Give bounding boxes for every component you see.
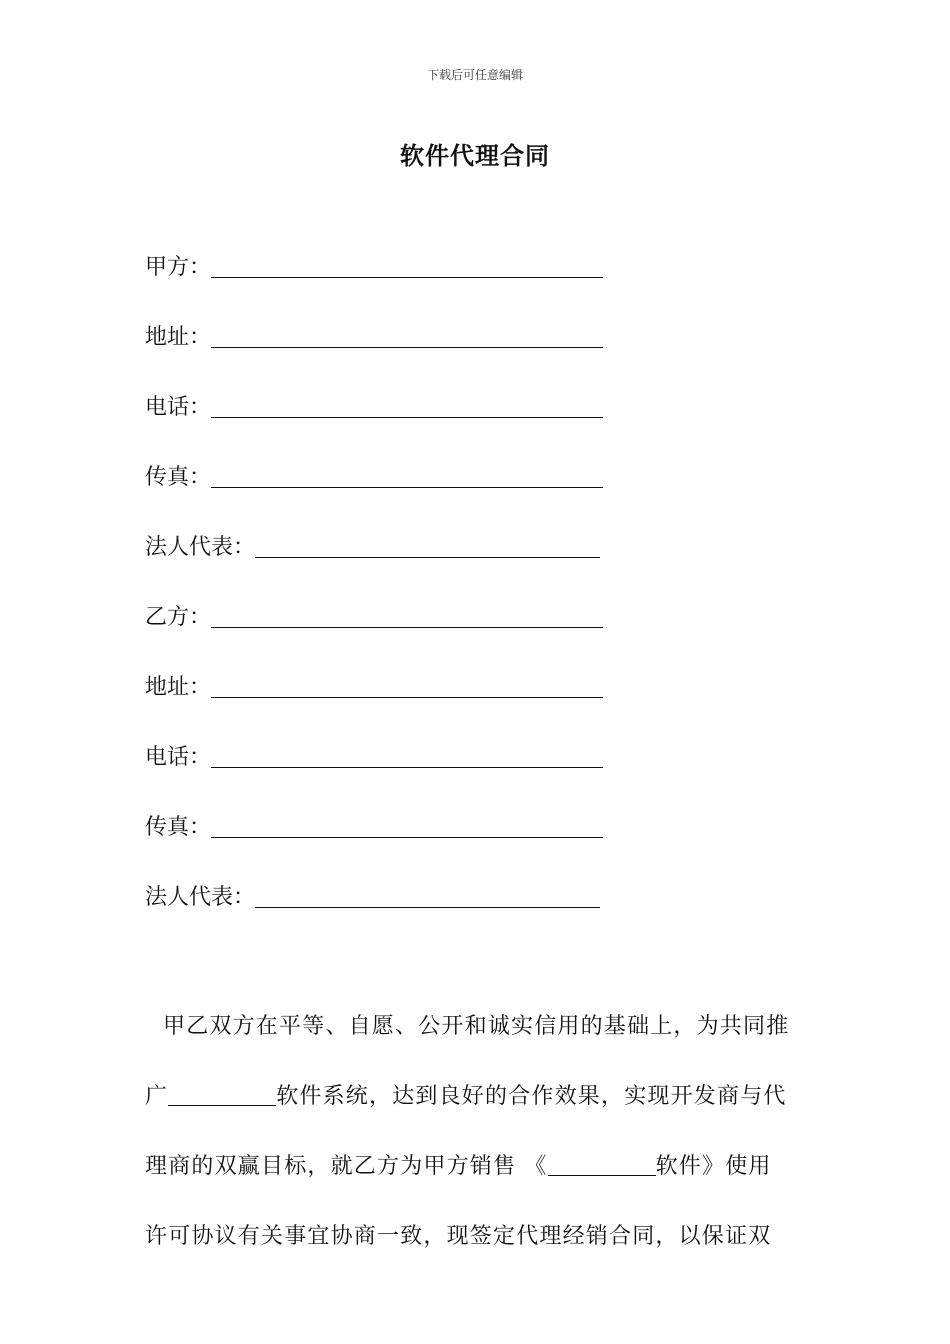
party-b-address-label: 地址： — [145, 675, 212, 700]
party-a-fax-blank[interactable] — [211, 461, 603, 488]
intro-line-4: 许可协议有关事宜协商一致，现签定代理经销合同，以保证双 — [145, 1224, 772, 1249]
document-title: 软件代理合同 — [400, 142, 550, 170]
software-name-blank[interactable] — [168, 1083, 276, 1106]
party-b-address-row — [145, 668, 615, 703]
party-a-address-blank[interactable] — [211, 321, 603, 348]
party-b-blank[interactable] — [211, 601, 603, 628]
party-b-phone-row — [145, 738, 615, 773]
intro-line-3 — [145, 1132, 807, 1202]
intro-line-3-end: 软件》使用 — [655, 1154, 772, 1179]
party-b-fax-blank[interactable] — [211, 811, 603, 838]
party-a-blank[interactable] — [211, 251, 603, 278]
party-a-phone-row — [145, 388, 615, 423]
intro-line-2-end: 软件系统，达到良好的合作效果，实现开发商与代 — [276, 1084, 787, 1109]
party-a-phone-blank[interactable] — [211, 391, 603, 418]
party-a-legal-rep-row — [145, 528, 615, 563]
party-b-fax-label: 传真： — [145, 815, 212, 840]
party-a-fax-row — [145, 458, 615, 493]
party-a-row — [145, 248, 615, 283]
intro-line-2-start: 广 — [145, 1084, 169, 1109]
party-a-fax-label: 传真： — [145, 465, 212, 490]
party-info-fields — [145, 248, 615, 948]
party-b-legal-rep-row — [145, 878, 615, 913]
party-b-legal-rep-label: 法人代表： — [145, 885, 256, 910]
party-a-legal-rep-blank[interactable] — [255, 531, 600, 558]
party-b-row — [145, 598, 615, 633]
intro-line-1: 甲乙双方在平等、自愿、公开和诚实信用的基础上，为共同推 — [163, 1014, 790, 1039]
header-note: 下载后可任意编辑 — [426, 68, 523, 82]
party-a-label: 甲方： — [145, 255, 212, 280]
party-b-phone-label: 电话： — [145, 745, 212, 770]
party-a-legal-rep-label: 法人代表： — [145, 535, 256, 560]
party-a-phone-label: 电话： — [145, 395, 212, 420]
party-b-address-blank[interactable] — [211, 671, 603, 698]
software-title-blank[interactable] — [548, 1153, 656, 1176]
party-b-label: 乙方： — [145, 605, 212, 630]
party-b-phone-blank[interactable] — [211, 741, 603, 768]
intro-line-3-start: 理商的双赢目标，就乙方为甲方销售 《 — [145, 1154, 548, 1179]
party-a-address-label: 地址： — [145, 325, 212, 350]
intro-paragraph — [145, 992, 807, 1272]
party-b-legal-rep-blank[interactable] — [255, 881, 600, 908]
intro-line-2 — [145, 1062, 807, 1132]
party-b-fax-row — [145, 808, 615, 843]
party-a-address-row — [145, 318, 615, 353]
